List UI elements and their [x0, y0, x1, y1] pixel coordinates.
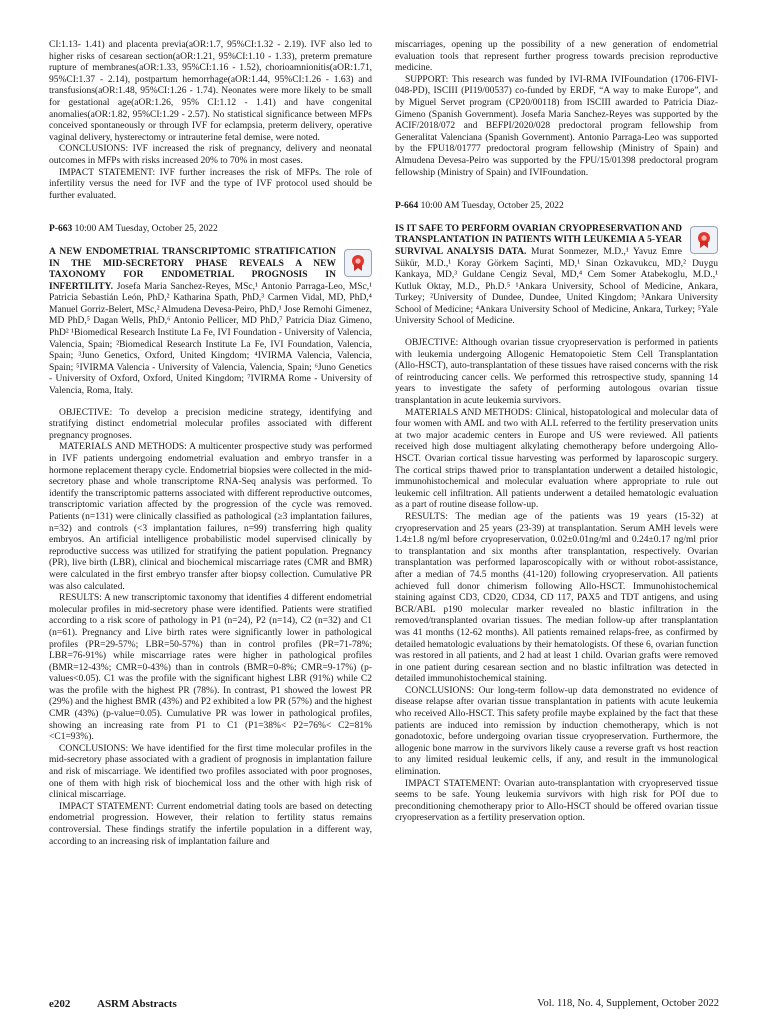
session-id: P-663 [49, 224, 73, 235]
abstract-title-authors [395, 224, 718, 328]
abstract-continuation: CI:1.13- 1.41) and placenta previa(aOR:1.7, 95%CI:1.32 - 2.19). IVF also led to higher risks of cesarean section(aOR:1.21, 95%CI:1.10 - 1.33), preterm premature rupture of membranes(aOR:1.33, 95%CI:1.16 - 1.52), chorioamnionitis(aOR:1.71, 95%CI:1.37 - 2.14), postpartum hemorrhage(aOR:1.44, 95%CI:1.26 - 1.63) and transfusions(aOR:1.48, 95%CI:1.26 - 1.74). Neonates were more likely to be small for gestational age(aOR:1.26, 95% CI:1.12 - 1.41) and have congenital anomalies(aOR:1.82, 95%CI:1.29 - 2.57). No statistical significance between MFPs conceived spontaneously or through IVF for eclampsia, preterm delivery, operative vaginal delivery, hysterectomy or intrauterine fetal demise, were noted. [49, 40, 372, 143]
results-paragraph: RESULTS: The median age of the patients was 19 years (15-32) at cryopreservation and 25 years (23-39) at transplantation. Serum AMH levels were 1.4±1.8 ng/ml before cryopreservation, 0.02±0.01ng/ml and 0.24±0.17 ng/ml prior to transplantation and six months after transplantation, respectively. Ovarian transplantation was performed laparoscopically with or without robot-assistance, after a median of 74.5 months (41-120) following cryopreservation. All patients achieved full donor chimerism following Allo-HSCT. Immunohistochemical staining against CD3, CD20, CD34, CD 117, PAX5 and TDT antigens, and using BCR/ABL p190 molecular marker revealed no blastic infiltration in the removed/transplanted ovarian tissues. The median follow-up after transplantation was 41 months (12-62 months). All patients remained relaps-free, as confirmed by detailed hematologic evaluations by their hematologists. Of these 6, ovarian function was restored in all patients, and 2 had at least 1 child. Ovarian grafts were removed in one patient during cesarean section and no blastic infiltration was detected in detailed immunohistochemical staining. [395, 511, 718, 685]
objective-paragraph: OBJECTIVE: To develop a precision medicine strategy, identifying and stratifying distinct endometrial molecular profiles associated with different pregnancy prognoses. [49, 407, 372, 441]
bookmark-icon[interactable] [344, 249, 372, 277]
author-list: Murat Sonmezer, M.D.,¹ Yavuz Emre Sükür, M.D.,¹ Koray Görkem Saçinti, MD,¹ Sinan Ozkavukcu, MD,² Duygu Kankaya, MD,³ Guldane Cengiz Seval, MD,⁴ Cem Somer Atabekoglu, M.D.,¹ Kutluk Oktay, M.D., Ph.D.⁵ ¹Ankara University, School of Medicine, Ankara, Turkey; ²University of Dundee, Dundee, United Kingdom; ³Ankara University School of Medicine; ⁴Ankara University School of Medicine, Ankara, Turkey; ⁵Yale University School of Medicine. [395, 246, 718, 327]
right-column [395, 40, 718, 825]
page-footer [49, 998, 719, 1014]
support-paragraph: SUPPORT: This research was funded by IVI-RMA IVIFoundation (1706-FIVI-048-PD), ISCIII (PI19/00537) co-funded by ERDF, “A way to make Europe”, and by Miguel Servet program (CP20/00118) from ISCIII awarded to Patricia Diaz-Gimeno (Spanish Government). Josefa Maria Sanchez-Reyes was supported by the ACIF/2018/072 and BEFPI/2020/028 predoctoral program fellowship from Generalitat Valenciana (Spanish Government). Antonio Parraga-Leo was supported by the FPU18/01777 predoctoral program fellowship (Ministry of Spain) and Almudena Devesa-Peiro was supported by the FPU/15/01398 predoctoral program fellowship (Ministry of Spain) and IVIFoundation. [395, 74, 718, 178]
page-number: e202 [49, 998, 71, 1010]
abstract-title: IS IT SAFE TO PERFORM OVARIAN CRYOPRESERVATION AND TRANSPLANTATION IN PATIENTS WITH LEUKEMIA A 5-YEAR SURVIVAL ANALYSIS DATA. [395, 223, 682, 257]
volume-info: Vol. 118, No. 4, Supplement, October 2022 [537, 998, 719, 1009]
abstract-title-block [49, 247, 372, 398]
conclusions-paragraph-2: CONCLUSIONS: We have identified for the first time molecular profiles in the mid-secretory phase associated with a gradient of prognosis in implantation failure and risk of miscarriage. We identified two profiles associated with poor prognoses, one of them with high risk of biochemical loss and the other with high risk of clinical miscarriage. [49, 743, 372, 801]
methods-paragraph: MATERIALS AND METHODS: A multicenter prospective study was performed in IVF patients undergoing endometrial evaluation and embryo transfer in a hormone replacement therapy cycle. Endometrial biopsies were collected in the mid-secretory phase and whole transcriptome RNA-Seq analysis was performed. To identify the transcriptomic patterns associated with different reproductive outcomes, transcriptomic variation affected by the progression of the cycle was removed. Patients (n=131) were clinically classified as pathological (≥3 implantation failures, n=32) and controls (<3 implantation failures, n=99) transferring high quality embryos. An artificial intelligence probabilistic model supervised clinically by reproductive success was utilized for stratifying the patient population. Pregnancy (PR), live birth (LBR), clinical and biochemical miscarriage rates (CMR and BMR) were calculated in the first embryo transfer after biopsy collection. Cumulative PR was also calculated. [49, 442, 372, 592]
impact-paragraph-2: IMPACT STATEMENT: Current endometrial dating tools are based on detecting endometrial progression. However, their relation to fertility status remains controversial. These findings stratify the infertile population in a different way, according to an increasing risk of implantation failure and [49, 801, 372, 847]
session-id: P-664 [395, 201, 419, 212]
abstract-title-authors [49, 247, 372, 398]
abstract-title: A NEW ENDOMETRIAL TRANSCRIPTOMIC STRATIFICATION IN THE MID-SECRETORY PHASE REVEALS A NEW TAXONOMY FOR ENDOMETRIAL PROGNOSIS IN INFERTILITY. [49, 246, 336, 292]
session-header-p664 [395, 201, 718, 213]
session-header-p663 [49, 224, 372, 236]
bookmark-icon[interactable] [690, 226, 718, 254]
conclusions-paragraph: CONCLUSIONS: Our long-term follow-up data demonstrated no evidence of disease relapse after ovarian tissue transplantation in patients with acute leukemia who received Allo-HSCT. This safety profile maybe explained by the fact that these patients are induced into remission by induction chemotherapy, which is not gonadotoxic, before undergoing ovarian tissue cryopreservation. Furthermore, the allogenic bone marrow in the survivors likely cause a reverse graft vs host reaction to any limited residual leukemic cells, if any, and result in the immunological elimination. [395, 685, 718, 778]
conclusions-paragraph: CONCLUSIONS: IVF increased the risk of pregnancy, delivery and neonatal outcomes in MFPs with risks increased 20% to 70% in most cases. [49, 144, 372, 166]
objective-paragraph: OBJECTIVE: Although ovarian tissue cryopreservation is performed in patients with leukemia undergoing Allogenic Hematopoietic Stem Cell Transplantation (Allo-HSCT), auto-transplantation of these tissues have raised concerns with the risk of reintroducing cancer cells. We performed this retrospective study, spanning 14 years to investigate the safety of performing autologous ovarian tissue transplantation in acute leukemia survivors. [395, 338, 718, 407]
abstract-title-block [395, 224, 718, 328]
impact-paragraph: IMPACT STATEMENT: IVF further increases the risk of MFPs. The role of infertility versus the need for IVF and the type of IVF protocol used should be further evaluated. [49, 167, 372, 201]
impact-paragraph: IMPACT STATEMENT: Ovarian auto-transplantation with cryopreserved tissue seems to be safe. Young leukemia survivors with high risk for POI due to preconditioning chemotherapy prior to Allo-HSCT should be offered ovarian tissue cryopreservation as a fertility preservation option. [395, 778, 718, 824]
results-paragraph: RESULTS: A new transcriptomic taxonomy that identifies 4 different endometrial molecular profiles in mid-secretory phase were identified. Patients were stratified according to a risk score of pathology in P1 (n=24), P2 (n=14), C2 (n=32) and C1 (n=61). Pregnancy and Live birth rates were significantly lower in pathological profiles (PR=29-57%; LBR=50-57%) than in control profiles (PR=71-78%; LBR=76-91%) while miscarriage rates were higher in pathological profiles (BMR=12-43%; CMR=0-43%) than in controls (BMR=0-8%; CMR=9-17%) (p-values<0.05). C1 was the profile with the significant highest LBR (91%) while C2 was the profile with the highest PR (78%). In contrast, P1 showed the lowest PR (29%) and the highest BMR (43%) and P2 exhibited a low PR (57%) and the highest CMR (43%) (p-value=0.05). Cumulative PR was lower in pathological profiles, showing an increasing rate from P1 to C1 (P1=38%< P2=76%< C2=81%<C1=93%). [49, 593, 372, 743]
abstract-continuation-right: miscarriages, opening up the possibility of a new generation of endometrial evaluation tools that represent further progress towards precision reproductive medicine. [395, 40, 718, 74]
methods-paragraph: MATERIALS AND METHODS: Clinical, histopatological and molecular data of four women with AML and two with ALL referred to the fertility preservation units at two major academic centers in Europe and US were reviewed. All patients received high dose multiagent alkylating chemotherapy before undergoing Allo-HSCT. Ovarian cortical tissue harvesting was performed by laparoscopic surgery. The cortical strips thawed prior to transplantation underwent a detailed histologic, immunohistochemical and molecular evaluation where appropriate to rule out leukemic cell infiltration. All patients underwent a detailed hematologic evaluation as a part of routine disease follow-up. [395, 407, 718, 511]
left-column [49, 40, 372, 848]
session-time: 10:00 AM Tuesday, October 25, 2022 [74, 224, 218, 235]
author-list: Josefa Maria Sanchez-Reyes, MSc,¹ Antonio Parraga-Leo, MSc,¹ Patricia Sebastián León, PhD,² Katharina Spath, PhD,³ Carmen Vidal, MD, PhD,⁴ Manuel Gorriz-Belert, MSc,² Almudena Devesa-Peiro, PhD,¹ Jose Remohi Gimenez, MD PhD,⁵ Dagan Wells, PhD,⁶ Antonio Pellicer, MD PhD,⁷ Patricia Diaz Gimeno, PhD² ¹Biomedical Research Institute La Fe, IVI Foundation - University of Valencia, Valencia, Spain; ²Biomedical Research Institute La Fe, IVI Foundation, Valencia, Spain; ³Juno Genetics, Oxford, United Kingdom; ⁴IVIRMA Valencia, Valencia, Spain; ⁵IVIRMA Valencia - University of Valencia, Valencia, Spain; ⁶Juno Genetics - University of Oxford, Oxford, United Kingdom; ⁷IVIRMA Rome - University of Valencia, Roma, Italy. [49, 281, 372, 397]
session-time: 10:00 AM Tuesday, October 25, 2022 [420, 201, 564, 212]
journal-name: ASRM Abstracts [97, 998, 177, 1010]
